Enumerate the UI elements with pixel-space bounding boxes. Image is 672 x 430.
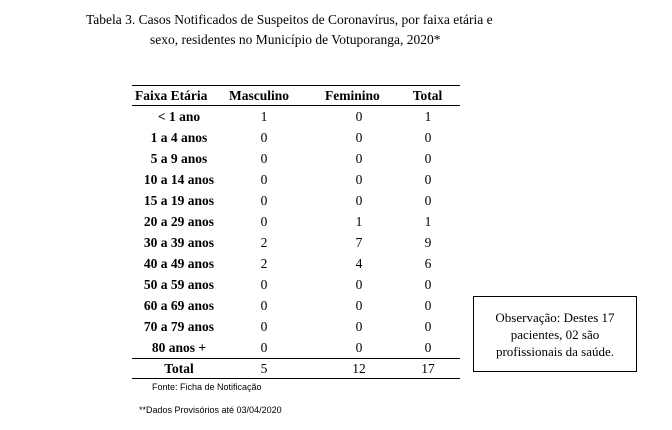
table-row — [132, 337, 460, 359]
male-cell: 0 — [260, 319, 268, 334]
table-row — [132, 106, 460, 128]
female-cell: 7 — [355, 235, 363, 250]
total-cell: 0 — [424, 319, 432, 334]
observation-text: Observação: Destes 17 pacientes, 02 são profissionais da saúde. — [495, 309, 615, 359]
caption-line-1: Tabela 3. Casos Notificados de Suspeitos de Coronavírus, por faixa etária e — [86, 12, 493, 27]
cases-table — [132, 85, 460, 379]
table-row — [132, 190, 460, 211]
female-cell: 0 — [355, 277, 363, 292]
male-cell: 0 — [260, 214, 268, 229]
female-cell: 0 — [355, 109, 363, 124]
male-cell: 1 — [260, 109, 268, 124]
total-cell: 0 — [424, 151, 432, 166]
age-group-cell: 60 a 69 anos — [143, 298, 215, 313]
table-row — [132, 274, 460, 295]
male-cell: 2 — [260, 235, 268, 250]
male-cell: 0 — [260, 193, 268, 208]
table-row — [132, 316, 460, 337]
total-cell: 1 — [424, 109, 432, 124]
table-row — [132, 232, 460, 253]
female-cell: 4 — [355, 256, 363, 271]
table-total-row — [132, 359, 460, 379]
table-row — [132, 148, 460, 169]
provisional-data-note: **Dados Provisórios até 03/04/2020 — [139, 405, 282, 415]
female-cell: 0 — [355, 193, 363, 208]
header-total: Total — [396, 86, 460, 106]
age-group-cell: 5 a 9 anos — [150, 151, 208, 166]
header-age-group: Faixa Etária — [132, 86, 226, 106]
table-row — [132, 169, 460, 190]
female-cell: 0 — [355, 130, 363, 145]
total-cell: 6 — [424, 256, 432, 271]
female-cell: 0 — [355, 151, 363, 166]
male-cell: 0 — [260, 298, 268, 313]
total-label-cell: Total — [132, 359, 226, 379]
total-cell: 1 — [424, 214, 432, 229]
male-cell: 0 — [260, 277, 268, 292]
age-group-cell: 15 a 19 anos — [143, 193, 215, 208]
male-cell: 0 — [260, 340, 268, 355]
total-cell: 9 — [424, 235, 432, 250]
age-group-cell: < 1 ano — [157, 109, 201, 124]
observation-box — [473, 296, 637, 372]
total-cell: 0 — [424, 340, 432, 355]
table-row — [132, 253, 460, 274]
male-cell: 0 — [260, 172, 268, 187]
table-row — [132, 211, 460, 232]
table-header-row — [132, 86, 460, 106]
female-cell: 1 — [355, 214, 363, 229]
source-note: Fonte: Ficha de Notificação — [152, 382, 262, 392]
age-group-cell: 50 a 59 anos — [143, 277, 215, 292]
total-total-cell: 17 — [396, 359, 460, 379]
male-cell: 0 — [260, 130, 268, 145]
age-group-cell: 10 a 14 anos — [143, 172, 215, 187]
total-cell: 0 — [424, 277, 432, 292]
age-group-cell: 30 a 39 anos — [143, 235, 215, 250]
total-cell: 0 — [424, 193, 432, 208]
total-male-cell: 5 — [226, 359, 322, 379]
age-group-cell: 40 a 49 anos — [143, 256, 215, 271]
total-female-cell: 12 — [322, 359, 396, 379]
caption-line-2: sexo, residentes no Município de Votuporanga, 2020* — [150, 32, 441, 47]
header-female: Feminino — [322, 86, 396, 106]
table-caption — [86, 10, 646, 50]
female-cell: 0 — [355, 172, 363, 187]
total-cell: 0 — [424, 298, 432, 313]
header-male: Masculino — [226, 86, 322, 106]
male-cell: 0 — [260, 151, 268, 166]
age-group-cell: 80 anos + — [151, 340, 207, 355]
female-cell: 0 — [355, 319, 363, 334]
female-cell: 0 — [355, 298, 363, 313]
female-cell: 0 — [355, 340, 363, 355]
age-group-cell: 20 a 29 anos — [143, 214, 215, 229]
total-cell: 0 — [424, 130, 432, 145]
total-cell: 0 — [424, 172, 432, 187]
age-group-cell: 70 a 79 anos — [143, 319, 215, 334]
table-row — [132, 127, 460, 148]
male-cell: 2 — [260, 256, 268, 271]
table-row — [132, 295, 460, 316]
age-group-cell: 1 a 4 anos — [150, 130, 208, 145]
